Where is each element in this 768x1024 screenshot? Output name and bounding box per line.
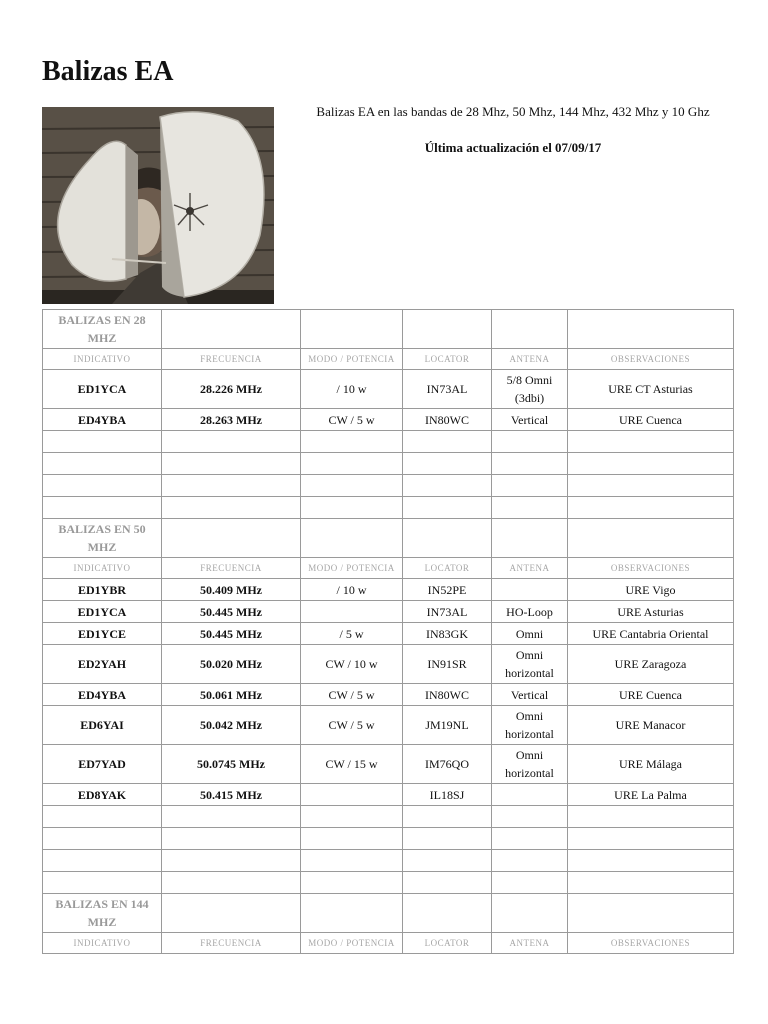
- empty-cell: [568, 431, 734, 453]
- mode-power-cell: / 5 w: [301, 623, 403, 645]
- empty-cell: [43, 453, 162, 475]
- antenna-cell: Vertical: [492, 409, 568, 431]
- last-updated: Última actualización el 07/09/17: [424, 140, 602, 155]
- col-header-locator: LOCATOR: [403, 558, 492, 579]
- callsign-cell: ED1YCA: [43, 370, 162, 409]
- empty-cell: [301, 850, 403, 872]
- empty-cell: [162, 431, 301, 453]
- col-header-observaciones: OBSERVACIONES: [568, 933, 734, 954]
- mode-power-cell: CW / 5 w: [301, 684, 403, 706]
- notes-cell: URE Vigo: [568, 579, 734, 601]
- locator-cell: IN83GK: [403, 623, 492, 645]
- col-header-observaciones: OBSERVACIONES: [568, 558, 734, 579]
- section-row: [43, 519, 734, 558]
- callsign-cell: ED4YBA: [43, 684, 162, 706]
- empty-cell: [43, 475, 162, 497]
- empty-cell: [162, 310, 301, 349]
- col-header-indicativo: INDICATIVO: [43, 558, 162, 579]
- empty-row: [43, 828, 734, 850]
- beacon-row: [43, 623, 734, 645]
- empty-cell: [403, 453, 492, 475]
- callsign-cell: ED1YBR: [43, 579, 162, 601]
- empty-cell: [568, 872, 734, 894]
- empty-cell: [403, 828, 492, 850]
- empty-cell: [301, 497, 403, 519]
- locator-cell: IN73AL: [403, 601, 492, 623]
- intro-block: [300, 103, 726, 157]
- beacon-dish-photo: [42, 107, 274, 304]
- empty-cell: [43, 806, 162, 828]
- notes-cell: URE Manacor: [568, 706, 734, 745]
- column-header-row: [43, 933, 734, 954]
- empty-cell: [162, 497, 301, 519]
- locator-cell: IN91SR: [403, 645, 492, 684]
- notes-cell: URE Asturias: [568, 601, 734, 623]
- beacon-row: [43, 579, 734, 601]
- empty-cell: [568, 806, 734, 828]
- locator-cell: IN52PE: [403, 579, 492, 601]
- empty-cell: [301, 431, 403, 453]
- empty-cell: [568, 475, 734, 497]
- beacons-table: [42, 309, 734, 954]
- beacon-row: [43, 706, 734, 745]
- empty-row: [43, 872, 734, 894]
- antenna-cell: [492, 579, 568, 601]
- frequency-cell: 28.263 MHz: [162, 409, 301, 431]
- antenna-cell: Omni horizontal: [492, 706, 568, 745]
- antenna-cell: [492, 784, 568, 806]
- empty-cell: [43, 872, 162, 894]
- empty-cell: [301, 453, 403, 475]
- frequency-cell: 50.042 MHz: [162, 706, 301, 745]
- empty-row: [43, 431, 734, 453]
- callsign-cell: ED1YCE: [43, 623, 162, 645]
- empty-cell: [492, 475, 568, 497]
- empty-row: [43, 475, 734, 497]
- locator-cell: IN80WC: [403, 684, 492, 706]
- empty-cell: [568, 850, 734, 872]
- col-header-antena: ANTENA: [492, 349, 568, 370]
- col-header-indicativo: INDICATIVO: [43, 933, 162, 954]
- empty-cell: [301, 310, 403, 349]
- frequency-cell: 50.061 MHz: [162, 684, 301, 706]
- col-header-modo-potencia: MODO / POTENCIA: [301, 933, 403, 954]
- empty-cell: [162, 872, 301, 894]
- empty-cell: [162, 806, 301, 828]
- col-header-frecuencia: FRECUENCIA: [162, 349, 301, 370]
- col-header-locator: LOCATOR: [403, 933, 492, 954]
- empty-row: [43, 850, 734, 872]
- notes-cell: URE Zaragoza: [568, 645, 734, 684]
- empty-cell: [403, 850, 492, 872]
- beacon-row: [43, 370, 734, 409]
- beacon-row: [43, 601, 734, 623]
- mode-power-cell: / 10 w: [301, 579, 403, 601]
- empty-cell: [492, 431, 568, 453]
- antenna-cell: Omni horizontal: [492, 645, 568, 684]
- frequency-cell: 28.226 MHz: [162, 370, 301, 409]
- mode-power-cell: CW / 15 w: [301, 745, 403, 784]
- locator-cell: IM76QO: [403, 745, 492, 784]
- section-row: [43, 894, 734, 933]
- empty-cell: [403, 497, 492, 519]
- empty-cell: [162, 519, 301, 558]
- empty-cell: [492, 497, 568, 519]
- empty-cell: [403, 872, 492, 894]
- empty-cell: [568, 497, 734, 519]
- empty-cell: [568, 519, 734, 558]
- empty-cell: [301, 475, 403, 497]
- notes-cell: URE La Palma: [568, 784, 734, 806]
- mode-power-cell: CW / 5 w: [301, 409, 403, 431]
- empty-row: [43, 806, 734, 828]
- empty-cell: [162, 475, 301, 497]
- antenna-cell: 5/8 Omni (3dbi): [492, 370, 568, 409]
- frequency-cell: 50.020 MHz: [162, 645, 301, 684]
- empty-cell: [43, 850, 162, 872]
- empty-row: [43, 497, 734, 519]
- empty-cell: [492, 519, 568, 558]
- empty-cell: [301, 894, 403, 933]
- antenna-cell: Omni: [492, 623, 568, 645]
- callsign-cell: ED2YAH: [43, 645, 162, 684]
- notes-cell: URE CT Asturias: [568, 370, 734, 409]
- col-header-antena: ANTENA: [492, 933, 568, 954]
- empty-cell: [403, 431, 492, 453]
- frequency-cell: 50.409 MHz: [162, 579, 301, 601]
- mode-power-cell: [301, 784, 403, 806]
- notes-cell: URE Málaga: [568, 745, 734, 784]
- col-header-antena: ANTENA: [492, 558, 568, 579]
- empty-cell: [301, 872, 403, 894]
- col-header-frecuencia: FRECUENCIA: [162, 558, 301, 579]
- notes-cell: URE Cantabria Oriental: [568, 623, 734, 645]
- frequency-cell: 50.445 MHz: [162, 623, 301, 645]
- empty-cell: [492, 872, 568, 894]
- beacon-row: [43, 684, 734, 706]
- empty-cell: [301, 806, 403, 828]
- col-header-observaciones: OBSERVACIONES: [568, 349, 734, 370]
- section-row: [43, 310, 734, 349]
- beacon-row: [43, 784, 734, 806]
- callsign-cell: ED4YBA: [43, 409, 162, 431]
- beacons-table-body: [43, 310, 734, 954]
- notes-cell: URE Cuenca: [568, 684, 734, 706]
- col-header-locator: LOCATOR: [403, 349, 492, 370]
- bands-description: Balizas EA en las bandas de 28 Mhz, 50 Mhz, 144 Mhz, 432 Mhz y 10 Ghz: [316, 104, 710, 119]
- empty-cell: [43, 497, 162, 519]
- empty-cell: [162, 850, 301, 872]
- empty-cell: [43, 828, 162, 850]
- empty-cell: [301, 519, 403, 558]
- callsign-cell: ED8YAK: [43, 784, 162, 806]
- empty-cell: [492, 894, 568, 933]
- frequency-cell: 50.445 MHz: [162, 601, 301, 623]
- locator-cell: IL18SJ: [403, 784, 492, 806]
- empty-cell: [492, 453, 568, 475]
- empty-cell: [492, 828, 568, 850]
- callsign-cell: ED7YAD: [43, 745, 162, 784]
- empty-cell: [301, 828, 403, 850]
- section-label: BALIZAS EN 28 MHZ: [43, 310, 162, 349]
- empty-cell: [492, 850, 568, 872]
- col-header-frecuencia: FRECUENCIA: [162, 933, 301, 954]
- empty-cell: [492, 806, 568, 828]
- empty-cell: [403, 894, 492, 933]
- notes-cell: URE Cuenca: [568, 409, 734, 431]
- antenna-cell: Vertical: [492, 684, 568, 706]
- page-title: Balizas EA: [42, 56, 174, 87]
- empty-cell: [568, 828, 734, 850]
- locator-cell: JM19NL: [403, 706, 492, 745]
- column-header-row: [43, 349, 734, 370]
- col-header-modo-potencia: MODO / POTENCIA: [301, 558, 403, 579]
- locator-cell: IN80WC: [403, 409, 492, 431]
- antenna-cell: Omni horizontal: [492, 745, 568, 784]
- antenna-cell: HO-Loop: [492, 601, 568, 623]
- empty-cell: [403, 519, 492, 558]
- section-label: BALIZAS EN 144 MHZ: [43, 894, 162, 933]
- col-header-modo-potencia: MODO / POTENCIA: [301, 349, 403, 370]
- empty-row: [43, 453, 734, 475]
- col-header-indicativo: INDICATIVO: [43, 349, 162, 370]
- empty-cell: [162, 894, 301, 933]
- callsign-cell: ED6YAI: [43, 706, 162, 745]
- empty-cell: [162, 453, 301, 475]
- empty-cell: [162, 828, 301, 850]
- beacon-row: [43, 745, 734, 784]
- mode-power-cell: / 10 w: [301, 370, 403, 409]
- empty-cell: [43, 431, 162, 453]
- beacon-row: [43, 409, 734, 431]
- mode-power-cell: CW / 5 w: [301, 706, 403, 745]
- frequency-cell: 50.0745 MHz: [162, 745, 301, 784]
- empty-cell: [403, 806, 492, 828]
- mode-power-cell: [301, 601, 403, 623]
- locator-cell: IN73AL: [403, 370, 492, 409]
- empty-cell: [568, 453, 734, 475]
- empty-cell: [492, 310, 568, 349]
- empty-cell: [403, 310, 492, 349]
- beacon-row: [43, 645, 734, 684]
- empty-cell: [568, 894, 734, 933]
- column-header-row: [43, 558, 734, 579]
- mode-power-cell: CW / 10 w: [301, 645, 403, 684]
- empty-cell: [568, 310, 734, 349]
- frequency-cell: 50.415 MHz: [162, 784, 301, 806]
- callsign-cell: ED1YCA: [43, 601, 162, 623]
- empty-cell: [403, 475, 492, 497]
- section-label: BALIZAS EN 50 MHZ: [43, 519, 162, 558]
